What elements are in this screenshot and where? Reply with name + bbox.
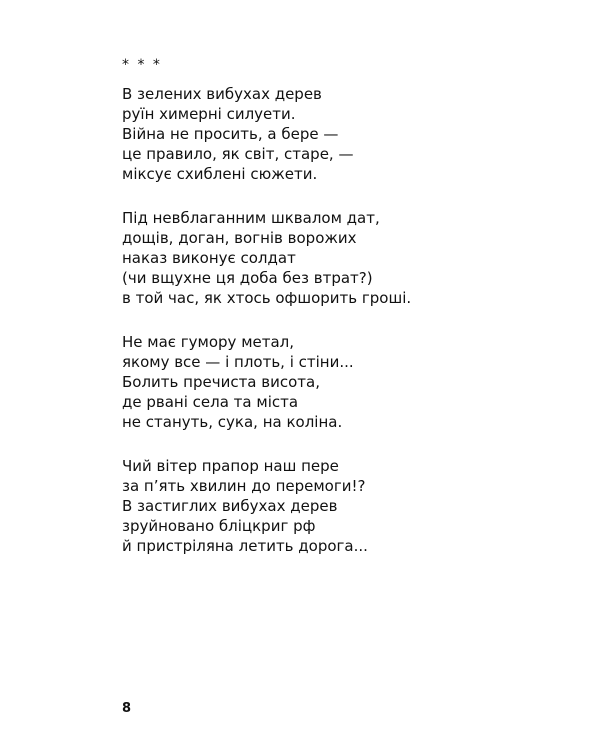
stanza-3 bbox=[122, 332, 562, 432]
poem-line: в той час, як хтось офшорить гроші. bbox=[122, 289, 412, 307]
poem-line: Не має гумору метал, bbox=[122, 333, 295, 351]
stanza-1 bbox=[122, 84, 562, 184]
stanza-4 bbox=[122, 456, 562, 556]
poem-line: Чий вітер прапор наш пере bbox=[122, 457, 339, 475]
poem-line: В зелених вибухах дерев bbox=[122, 85, 322, 103]
poem-line: В застиглих вибухах дерев bbox=[122, 497, 338, 515]
poem-line: (чи вщухне ця доба без втрат?) bbox=[122, 269, 373, 287]
poem-line: Війна не просить, а бере — bbox=[122, 125, 339, 143]
poem bbox=[122, 56, 562, 580]
poem-line: якому все — і плоть, і стіни... bbox=[122, 353, 354, 371]
section-separator: * * * bbox=[122, 57, 162, 73]
poem-line: зруйновано бліцкриг рф bbox=[122, 517, 316, 535]
poem-line: Під невблаганним шквалом дат, bbox=[122, 209, 380, 227]
poem-line: не стануть, сука, на коліна. bbox=[122, 413, 343, 431]
stanza-2 bbox=[122, 208, 562, 308]
poem-line: міксує схиблені сюжети. bbox=[122, 165, 318, 183]
poem-line: наказ виконує солдат bbox=[122, 249, 296, 267]
poem-line: де рвані села та міста bbox=[122, 393, 299, 411]
poem-line: руїн химерні силуети. bbox=[122, 105, 296, 123]
poem-line: й пристріляна летить дорога... bbox=[122, 537, 368, 555]
page-number: 8 bbox=[122, 701, 132, 716]
poem-line: це правило, як світ, старе, — bbox=[122, 145, 354, 163]
poem-line: Болить пречиста висота, bbox=[122, 373, 320, 391]
poem-line: дощів, доган, вогнів ворожих bbox=[122, 229, 357, 247]
poem-line: за п’ять хвилин до перемоги!? bbox=[122, 477, 366, 495]
